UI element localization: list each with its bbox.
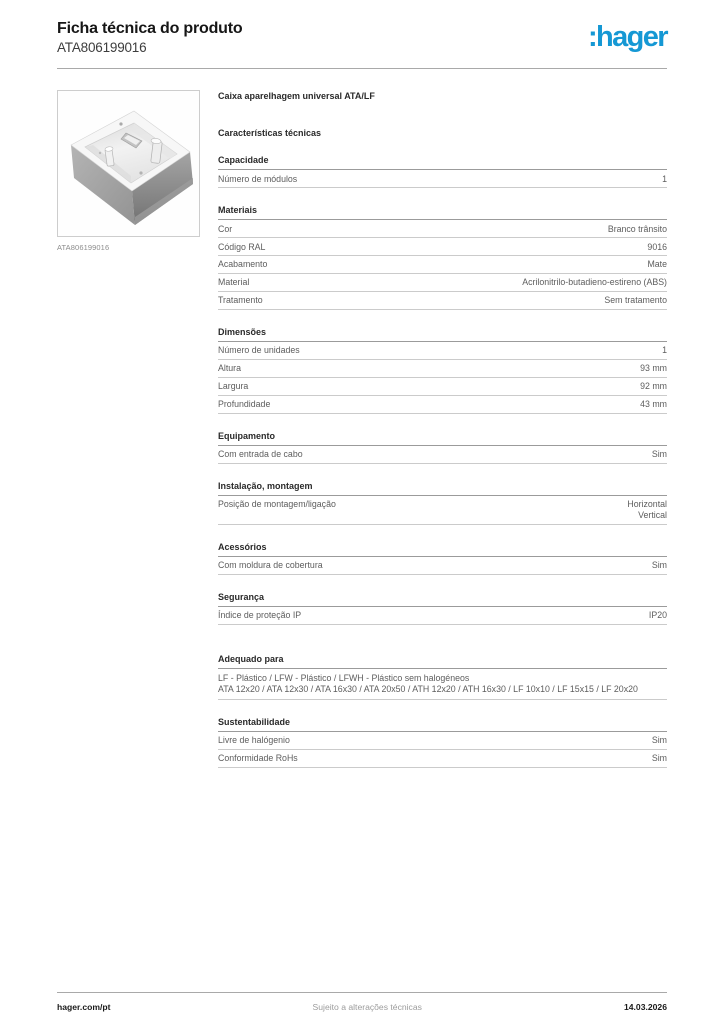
section-title: Adequado para: [218, 654, 667, 669]
spec-label: Largura: [218, 381, 249, 392]
spec-row: [218, 274, 667, 292]
section-title: Acessórios: [218, 542, 667, 557]
spec-row: [218, 732, 667, 750]
spec-label: Número de unidades: [218, 345, 300, 356]
product-code: ATA806199016: [57, 40, 147, 56]
footer-row: [57, 993, 667, 1012]
spec-section: [218, 327, 667, 414]
hager-logo: :hager: [587, 21, 667, 53]
spec-label: Material: [218, 277, 250, 288]
spec-section: [218, 654, 667, 700]
spec-value: 1: [662, 173, 667, 184]
spec-row: [218, 446, 667, 464]
spec-value: 93 mm: [640, 363, 667, 374]
product-name: Caixa aparelhagem universal ATA/LF: [218, 91, 375, 102]
spec-section: [218, 431, 667, 464]
spec-row: [218, 496, 667, 525]
spec-label: Altura: [218, 363, 241, 374]
section-title: Equipamento: [218, 431, 667, 446]
spec-value: 9016: [647, 241, 667, 252]
spec-value: Horizontal Vertical: [627, 499, 667, 521]
spec-value: Sem tratamento: [604, 295, 667, 306]
spec-label: Acabamento: [218, 259, 268, 270]
spec-label: Índice de proteção IP: [218, 610, 302, 621]
spec-label: Com moldura de cobertura: [218, 560, 323, 571]
spec-row: [218, 170, 667, 188]
product-image-column: [57, 90, 200, 768]
section-title: Segurança: [218, 592, 667, 607]
spec-value: Branco trânsito: [607, 223, 667, 234]
header: [57, 0, 667, 55]
header-titles: [57, 20, 242, 55]
spec-label: Número de módulos: [218, 173, 298, 184]
product-image: [58, 91, 199, 236]
spec-row: [218, 342, 667, 360]
spec-label: Código RAL: [218, 241, 266, 252]
spec-value: 92 mm: [640, 381, 667, 392]
spec-row: [218, 750, 667, 768]
spec-section: [218, 542, 667, 575]
spec-section: [218, 481, 667, 525]
header-divider: [57, 68, 667, 69]
spec-section: [218, 205, 667, 310]
spec-row: [218, 292, 667, 310]
section-title: Capacidade: [218, 155, 667, 170]
spec-row: [218, 220, 667, 238]
spec-section: [218, 155, 667, 188]
spec-sections: [218, 155, 667, 768]
spec-row: [218, 378, 667, 396]
spec-label: Com entrada de cabo: [218, 449, 303, 460]
spec-value: 1: [662, 345, 667, 356]
spec-section: [218, 717, 667, 768]
spec-label: Tratamento: [218, 295, 263, 306]
characteristics-heading: Características técnicas: [218, 128, 322, 139]
section-title: Sustentabilidade: [218, 717, 667, 732]
footer-website-link[interactable]: hager.com/pt: [57, 1002, 111, 1012]
section-text: LF - Plástico / LFW - Plástico / LFWH - Plástico sem halogéneos ATA 12x20 / ATA 12x30 / ATA 16x30 / ATA 20x50 / ATH 12x20 / ATH 16x30 / LF 10x10 / LF 15x15 / LF 20x20: [218, 669, 667, 700]
main: [57, 90, 667, 768]
spec-row: [218, 607, 667, 625]
spec-value: Sim: [651, 753, 667, 764]
spec-value: IP20: [648, 610, 667, 621]
page-title: Ficha técnica do produto: [57, 20, 243, 37]
section-title: Materiais: [218, 205, 667, 220]
spec-value: 43 mm: [640, 399, 667, 410]
spec-value: Sim: [651, 449, 667, 460]
spec-label: Livre de halógenio: [218, 735, 290, 746]
spec-label: Conformidade RoHs: [218, 753, 298, 764]
footer: [57, 992, 667, 1012]
spec-label: Profundidade: [218, 399, 271, 410]
spec-row: [218, 396, 667, 414]
section-title: Instalação, montagem: [218, 481, 667, 496]
spec-value: Sim: [651, 560, 667, 571]
footer-date: 14.03.2026: [623, 1002, 667, 1012]
footer-note: Sujeito a alterações técnicas: [312, 1002, 422, 1012]
spec-row: [218, 360, 667, 378]
product-image-frame: [57, 90, 200, 237]
spec-row: [218, 557, 667, 575]
spec-row: [218, 238, 667, 256]
spec-section: [218, 592, 667, 625]
spec-label: Cor: [218, 223, 233, 234]
spec-label: Posição de montagem/ligação: [218, 499, 336, 510]
section-title: Dimensões: [218, 327, 667, 342]
spec-value: Acrilonitrilo-butadieno-estireno (ABS): [522, 277, 667, 288]
specs-column: [218, 90, 667, 768]
spec-row: [218, 256, 667, 274]
spec-value: Mate: [647, 259, 667, 270]
product-image-caption: ATA806199016: [57, 243, 110, 253]
spec-value: Sim: [651, 735, 667, 746]
